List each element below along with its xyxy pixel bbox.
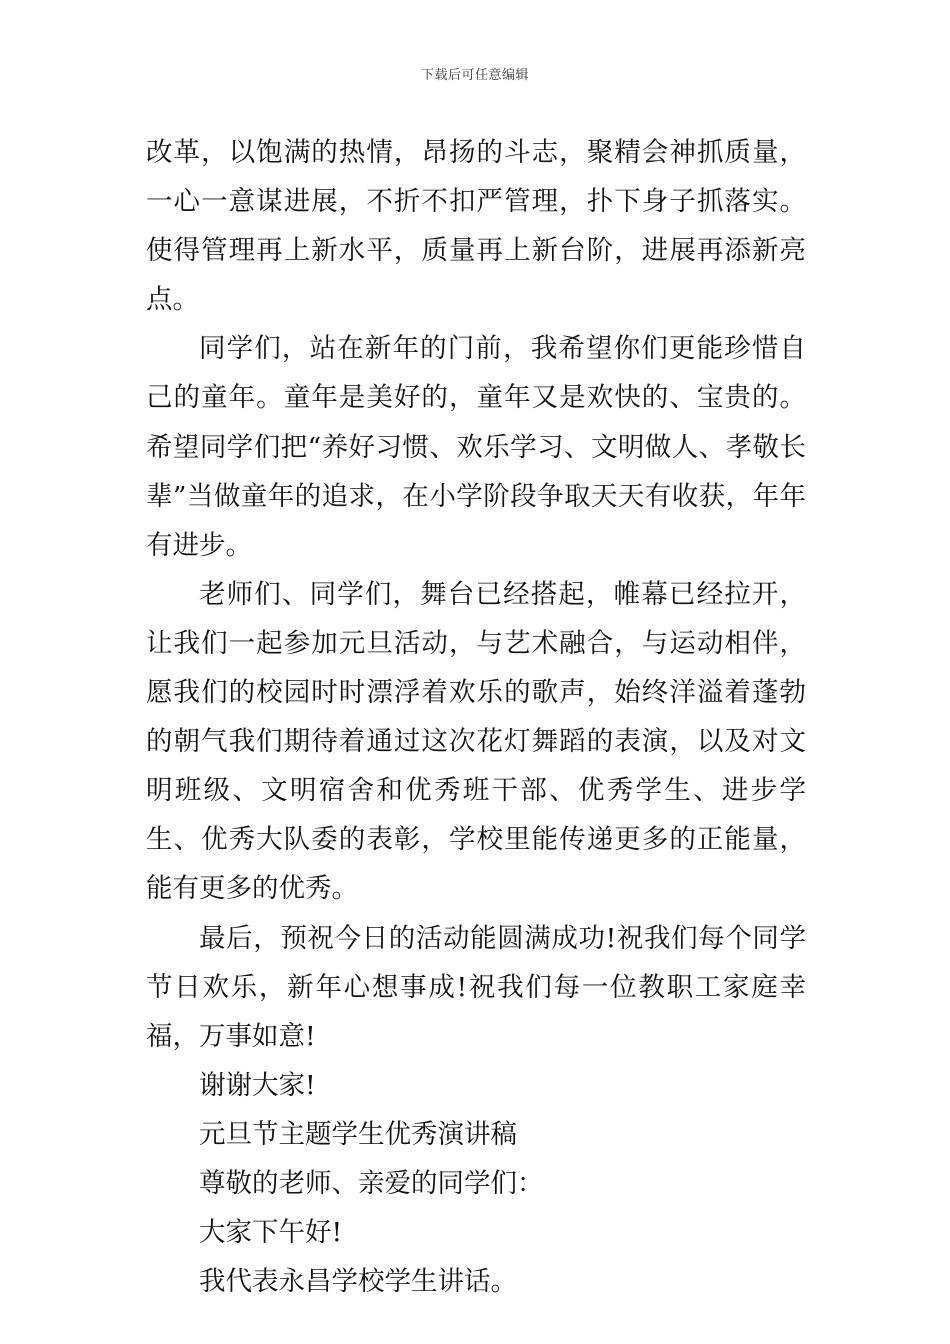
document-body bbox=[146, 128, 806, 1306]
greeting-line: 大家下午好! bbox=[199, 1217, 343, 1249]
speech-title: 元旦节主题学生优秀演讲稿 bbox=[199, 1118, 517, 1150]
paragraph-continuation: 改革，以饱满的热情，昂扬的斗志，聚精会神抓质量，一心一意谋进展，不折不扣严管理，扑下身子抓落实。使得管理再上新水平，质量再上新台阶，进展再添新亮点。 bbox=[146, 137, 806, 316]
paragraph-cherish-childhood: 同学们，站在新年的门前，我希望你们更能珍惜自己的童年。童年是美好的，童年又是欢快的、宝贵的。希望同学们把“养好习惯、欢乐学习、文明做人、孝敬长辈”当做童年的追求，在小学阶段争取天天有收获，年年有进步。 bbox=[146, 333, 806, 561]
thanks-line: 谢谢大家! bbox=[199, 1069, 316, 1101]
paragraph-closing-wishes: 最后，预祝今日的活动能圆满成功!祝我们每个同学节日欢乐，新年心想事成!祝我们每一位教职工家庭幸福，万事如意! bbox=[146, 922, 806, 1052]
paragraph-new-year-activities: 老师们、同学们，舞台已经搭起，帷幕已经拉开，让我们一起参加元旦活动，与艺术融合，与运动相伴，愿我们的校园时时漂浮着欢乐的歌声，始终洋溢着蓬勃的朝气我们期待着通过这次花灯舞蹈的表演，以及对文明班级、文明宿舍和优秀班干部、优秀学生、进步学生、优秀大队委的表彰，学校里能传递更多的正能量，能有更多的优秀。 bbox=[146, 578, 806, 905]
salutation-line: 尊敬的老师、亲爱的同学们： bbox=[199, 1167, 544, 1199]
intro-line: 我代表永昌学校学生讲话。 bbox=[199, 1266, 517, 1298]
page-header: 下载后可任意编辑 bbox=[420, 68, 529, 83]
